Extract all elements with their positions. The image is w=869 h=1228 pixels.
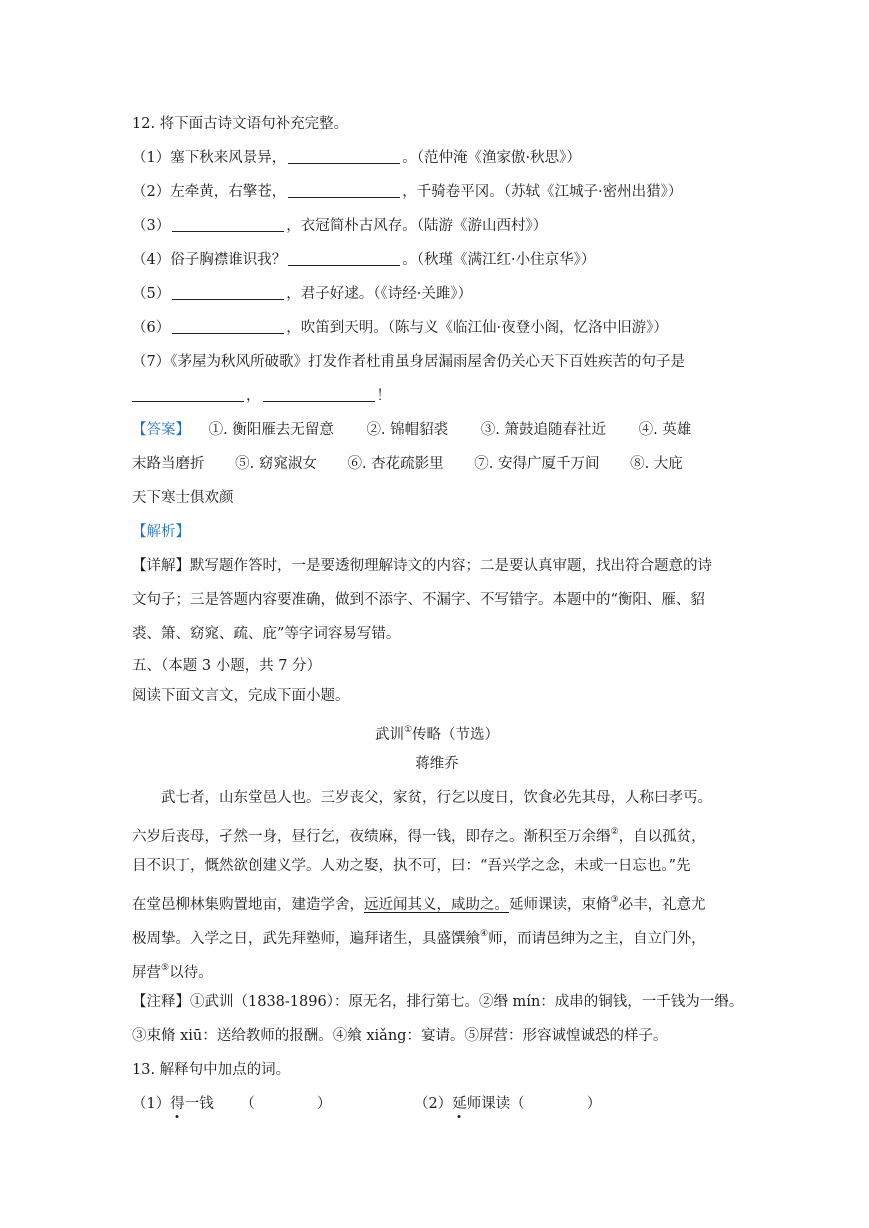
answer-item: 末路当磨折 (132, 456, 205, 472)
q12-item-6 (132, 318, 668, 338)
q12-item-3-post: ，衣冠简朴古风存。（陆游《游山西村》） (286, 218, 548, 234)
answer-paren-close: ） (586, 1096, 602, 1112)
passage-text: ，自以孤贫， (618, 829, 706, 845)
answer-blank[interactable] (263, 387, 375, 402)
q12-item-7-end: ！ (376, 388, 391, 404)
footnote-mark: ② (610, 827, 619, 837)
footnote-mark: ④ (480, 929, 489, 939)
section-heading: 五、（本题 3 小题，共 7 分） (132, 658, 322, 674)
q12-item-6-post: ，吹笛到天明。（陈与义《临江仙·夜登小阁，忆洛中旧游》） (286, 320, 668, 336)
q13-title: 13. 解释句中加点的词。 (132, 1062, 291, 1078)
q12-item-1 (132, 148, 581, 168)
answer-blank[interactable] (172, 217, 284, 232)
q12-item-2 (132, 182, 682, 202)
detail-line-3: 裘、箫、窈窕、疏、庇”等字词容易写错。 (132, 626, 401, 642)
q12-item-7: （7）《茅屋为秋风所破歌》打发作者杜甫虽身居漏雨屋舍仍关心天下百姓疾苦的句子是 (132, 354, 685, 370)
passage-text: 以待。 (169, 965, 213, 981)
passage-text: 极周挚。入学之日，武先拜塾师，遍拜诸生，具盛馔飨 (132, 931, 480, 947)
q12-item-4 (132, 250, 595, 270)
underlined-sentence: 远近闻其义，咸助之。 (364, 897, 509, 913)
answer-line-1 (132, 420, 691, 440)
passage-line-2 (132, 822, 706, 847)
footnote-mark: ③ (610, 895, 619, 905)
answer-blank[interactable] (288, 149, 400, 164)
answer-blank[interactable] (288, 183, 400, 198)
detail-line-2: 文句子；三是答题内容要准确，做到不添字、不漏字、不写错字。本题中的“衡阳、雁、貂 (132, 592, 705, 608)
passage-text: 六岁后丧母，孑然一身，昼行乞，夜绩麻，得一钱，即存之。渐积至万余缗 (132, 829, 611, 845)
q12-item-6-pre: （6） (132, 320, 171, 336)
notes-line-2: ③束脩 xiū：送给教师的报酬。④飨 xiǎng：宴请。⑤屏营：形容诚惶诚恐的样子。 (132, 1028, 668, 1044)
passage-title-b: 传略（节选） (412, 727, 500, 743)
notes-text: ①武训（1838-1896）：原无名，排行第七。②缗 mín：成串的铜钱，一千钱为一缗。 (190, 994, 744, 1010)
q12-item-3 (132, 216, 547, 236)
detail-label: 【详解】 (132, 558, 190, 574)
answer-line-2 (132, 454, 683, 474)
passage-author: 蒋维乔 (415, 756, 459, 772)
detail-text: 默写题作答时，一是要透彻理解诗文的内容；二是要认真审题，找出符合题意的诗 (190, 558, 712, 574)
q12-item-1-pre: （1）塞下秋来风景异， (132, 150, 287, 166)
q12-item-4-post: 。（秋瑾《满江红·小住京华》） (402, 252, 596, 268)
q12-item-2-post: ，千骑卷平冈。（苏轼《江城子·密州出猎》） (402, 184, 683, 200)
analysis-label: 【解析】 (132, 524, 190, 540)
answer-paren-open: （ (240, 1096, 255, 1112)
q12-item-4-pre: （4）俗子胸襟谁识我？ (132, 252, 287, 268)
passage-title-a: 武训 (374, 727, 404, 743)
q13-items (132, 1094, 601, 1114)
q12-title: 12. 将下面古诗文语句补充完整。 (132, 116, 349, 132)
passage-line-5 (132, 924, 706, 949)
passage-text: 必丰，礼意尤 (618, 897, 706, 913)
dotted-word: 得 (170, 1096, 185, 1112)
answer-blank[interactable] (172, 285, 284, 300)
passage-line-3: 目不识丁，慨然欲创建义学。人劝之娶，执不可，曰：“吾兴学之念，未或一日忘也。”先 (132, 858, 691, 874)
q12-item-2-pre: （2）左牵黄，右擎苍， (132, 184, 287, 200)
q12-item-7-blanks (132, 386, 391, 406)
answer-item: ①. 衡阳雁去无留意 (208, 422, 334, 438)
passage-line-1: 武七者，山东堂邑人也。三岁丧父，家贫，行乞以度日，饮食必先其母，人称曰孝丐。 (161, 790, 712, 806)
dotted-word: 延 (452, 1096, 467, 1112)
answer-line-3: 天下寒士俱欢颜 (132, 490, 234, 506)
q13-item-1-pre: （1） (132, 1096, 171, 1112)
answer-label: 【答案】 (132, 422, 190, 438)
q12-item-7-sep: ， (246, 388, 261, 404)
answer-item: ⑦. 安得广厦千万间 (474, 456, 600, 472)
answer-paren-close: ） (316, 1096, 332, 1112)
answer-item: ③. 箫鼓追随春社近 (480, 422, 606, 438)
q12-item-5-post: ，君子好逑。（《诗经·关雎》） (286, 286, 473, 302)
passage-title (132, 720, 742, 745)
notes-label: 【注释】 (132, 994, 190, 1010)
passage-text: 延师课读，束脩 (509, 897, 611, 913)
reading-instruction: 阅读下面文言文，完成下面小题。 (132, 688, 350, 704)
answer-item: ②. 锦帽貂裘 (366, 422, 449, 438)
answer-item: ⑧. 大庇 (630, 456, 683, 472)
answer-item: ④. 英雄 (638, 422, 692, 438)
answer-item: ⑥. 杏花疏影里 (347, 456, 444, 472)
q12-item-3-pre: （3） (132, 218, 171, 234)
answer-item: ⑤. 窈窕淑女 (235, 456, 317, 472)
q12-item-5 (132, 284, 472, 304)
q13-item-1-post: 一钱 (184, 1096, 214, 1112)
answer-blank[interactable] (288, 251, 400, 266)
footnote-mark: ① (403, 725, 413, 735)
q12-item-5-pre: （5） (132, 286, 171, 302)
passage-text: 在堂邑柳林集购置地亩，建造学舍， (132, 897, 364, 913)
answer-blank[interactable] (132, 387, 244, 402)
passage-text: 屏营 (132, 965, 161, 981)
passage-line-4 (132, 890, 706, 915)
passage-text: 师，而请邑绅为之主，自立门外， (488, 931, 706, 947)
detail-line-1 (132, 556, 712, 576)
footnote-mark: ⑤ (161, 963, 170, 973)
q13-item-2-pre: （2） (413, 1096, 453, 1112)
q13-item-2-post: 师课读（ (466, 1096, 525, 1112)
answer-blank[interactable] (172, 319, 284, 334)
notes-line-1 (132, 992, 743, 1012)
q12-item-1-post: 。（范仲淹《渔家傲·秋思》） (402, 150, 581, 166)
passage-line-6 (132, 958, 213, 983)
